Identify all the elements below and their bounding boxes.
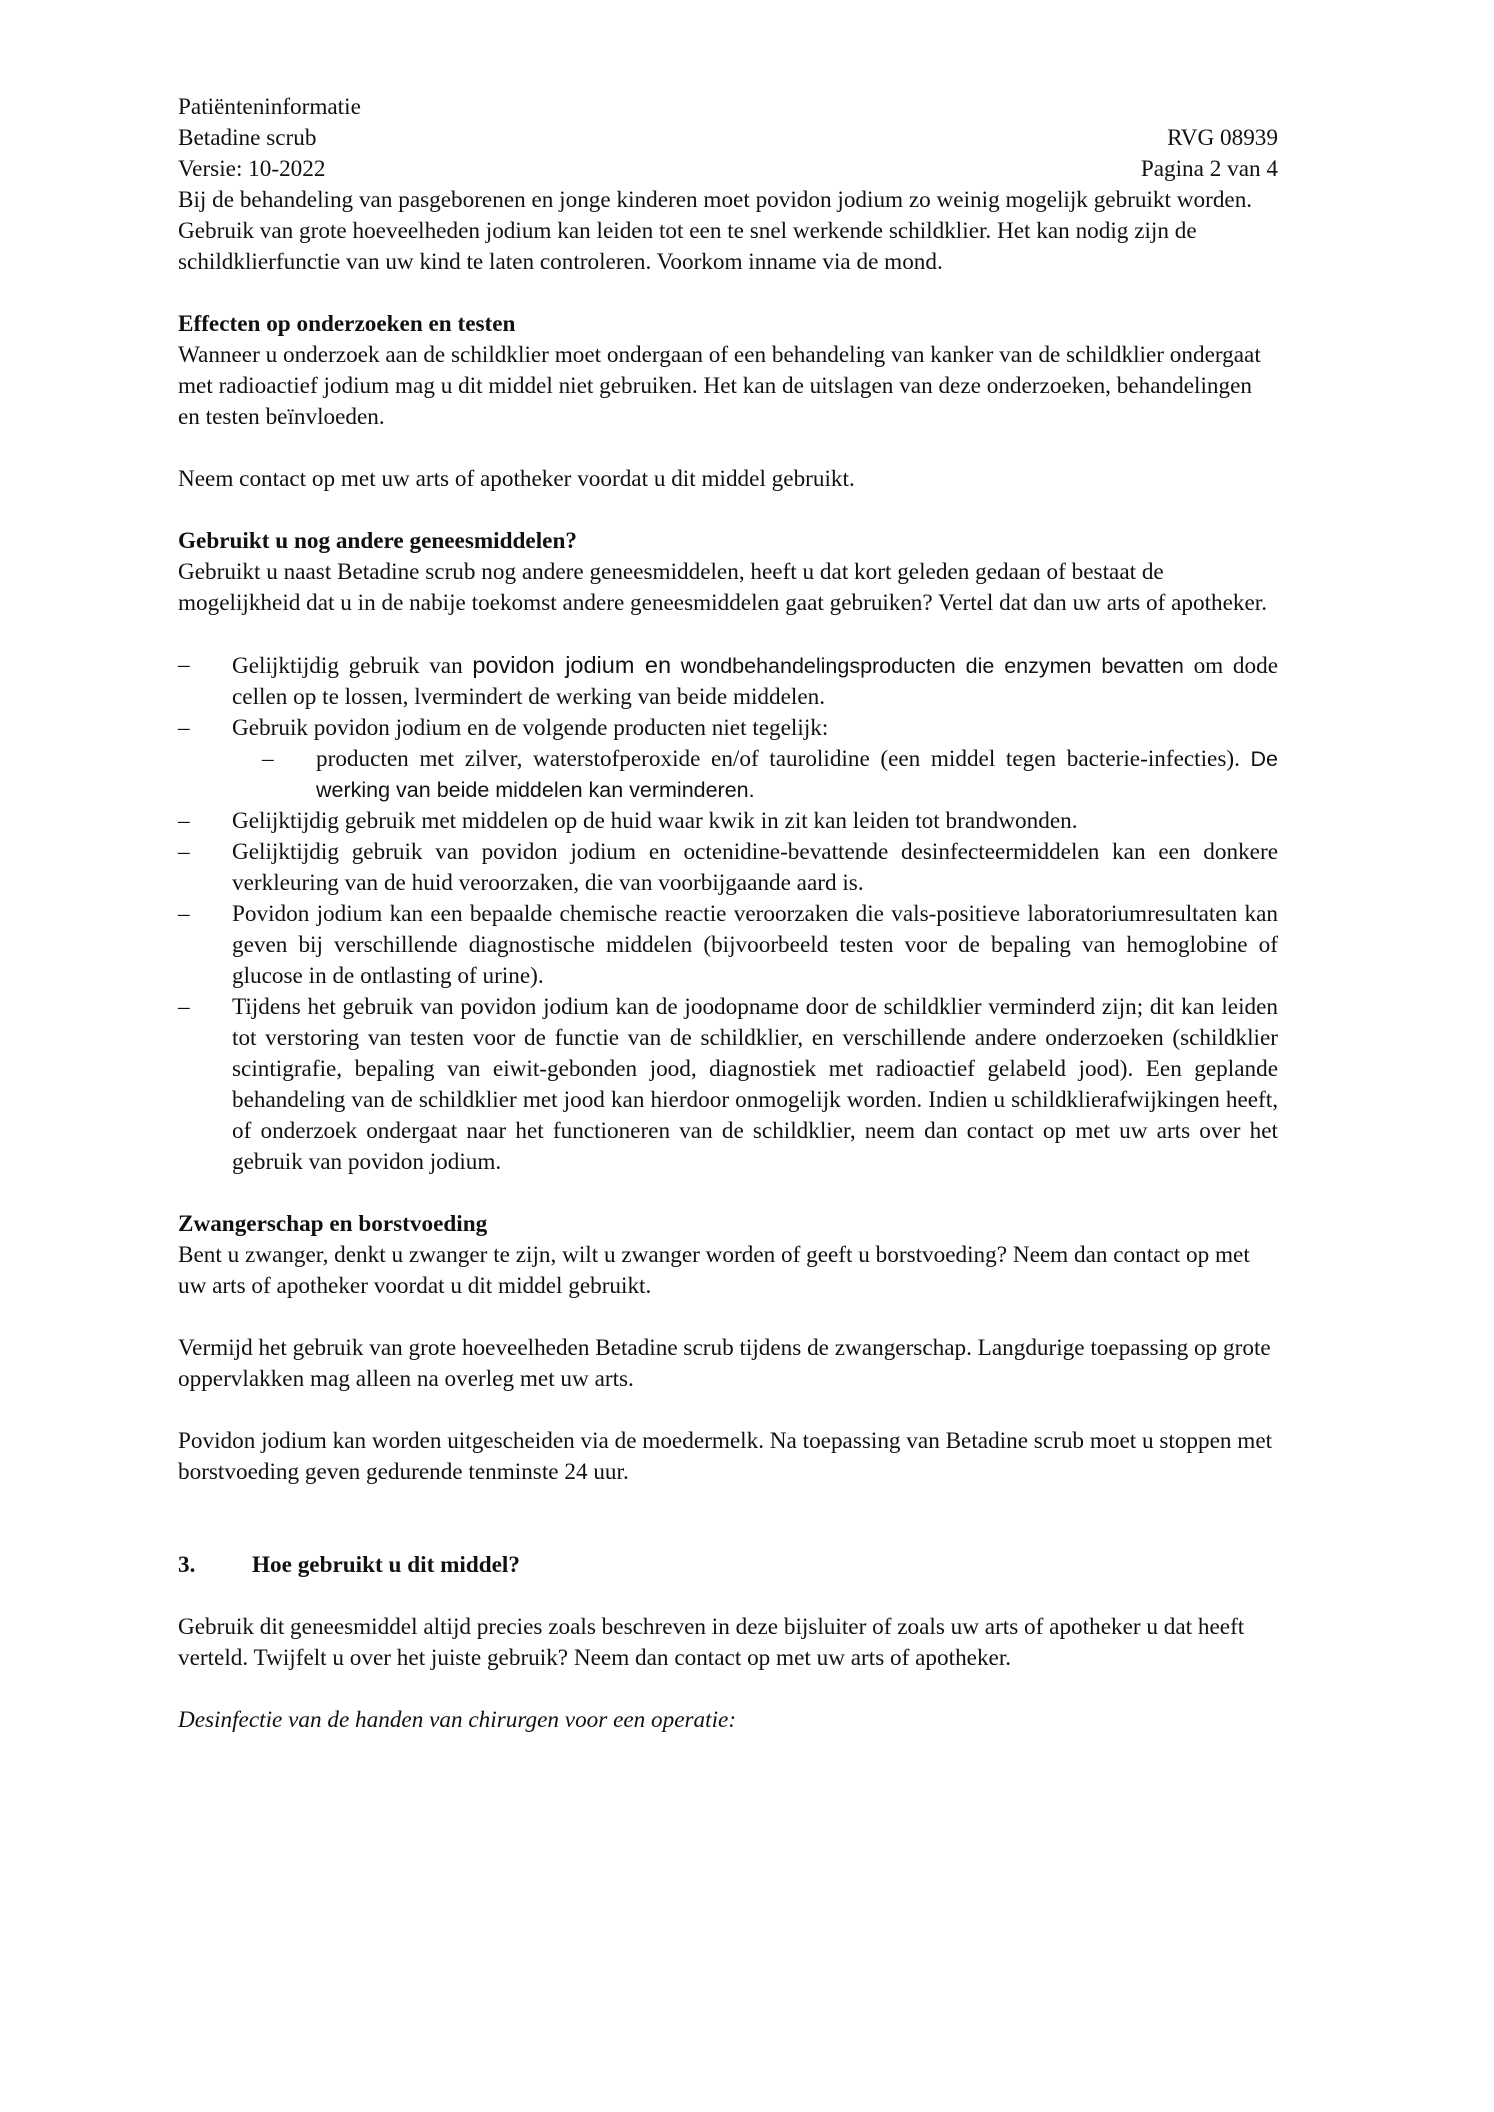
document-page [178,92,1278,1736]
section-title: Hoe gebruikt u dit middel? [252,1552,520,1578]
interaction-list-continued [178,806,1278,1178]
list-item: – Povidon jodium kan een bepaalde chemische reactie veroorzaken die vals-positieve laboratoriumresultaten kan geven bij verschillende diagnostische middelen (bijvoorbeeld testen voor de bepaling van hemoglobine of glucose in de ontlasting of urine). [178,899,1278,992]
product-name: Betadine scrub [178,125,317,151]
list-item: – Gelijktijdig gebruik van povidon jodium en octenidine-bevattende desinfecteermiddelen kan een donkere verkleuring van de huid veroorzaken, die van voorbijgaande aard is. [178,837,1278,899]
list-item: – Gelijktijdig gebruik met middelen op de huid waar kwik in zit kan leiden tot brandwonden. [178,806,1278,837]
other-meds-heading: Gebruikt u nog andere geneesmiddelen? [178,528,577,554]
interaction-list [178,650,1278,744]
section-3-paragraph: Gebruik dit geneesmiddel altijd precies zoals beschreven in deze bijsluiter of zoals uw arts of apotheker u dat heeft verteld. Twijfelt u over het juiste gebruik? Neem dan contact op met uw arts of apotheker. [178,1614,1245,1671]
pregnancy-paragraph-2: Vermijd het gebruik van grote hoeveelheden Betadine scrub tijdens de zwangerschap. Langdurige toepassing op grote oppervlakken mag alleen na overleg met uw arts. [178,1335,1271,1392]
list-item: – Gebruik povidon jodium en de volgende producten niet tegelijk: [178,713,1278,744]
section-number: 3. [178,1552,196,1578]
document-header [178,92,1278,185]
effects-paragraph-2: Neem contact op met uw arts of apotheker voordat u dit middel gebruikt. [178,466,855,492]
doc-type: Patiënteninformatie [178,94,361,120]
pregnancy-paragraph-3: Povidon jodium kan worden uitgescheiden via de moedermelk. Na toepassing van Betadine scrub moet u stoppen met borstvoeding geven gedurende tenminste 24 uur. [178,1428,1273,1485]
list-item: – producten met zilver, waterstofperoxide en/of taurolidine (een middel tegen bacterie-infecties). De werking van beide middelen kan verminderen. [262,744,1278,806]
effects-paragraph-1: Wanneer u onderzoek aan de schildklier moet ondergaan of een behandeling van kanker van de schildklier ondergaat met radioactief jodium mag u dit middel niet gebruiken. Het kan de uitslagen van deze onderzoeken, behandelingen en testen beïnvloeden. [178,342,1261,430]
section-3-subheading: Desinfectie van de handen van chirurgen voor een operatie: [178,1707,737,1733]
other-meds-paragraph: Gebruikt u naast Betadine scrub nog andere geneesmiddelen, heeft u dat kort geleden gedaan of bestaat de mogelijkheid dat u in de nabije toekomst andere geneesmiddelen gaat gebruiken? Vertel dat dan uw arts of apotheker. [178,559,1268,616]
list-item: – Tijdens het gebruik van povidon jodium kan de joodopname door de schildklier verminderd zijn; dit kan leiden tot verstoring van testen voor de functie van de schildklier, en verschillende andere onderzoeken (schildklier scintigrafie, bepaling van eiwit-gebonden jood, diagnostiek met radioactief gelabeld jood). Een geplande behandeling van de schildklier met jood kan hierdoor onmogelijk worden. Indien u schildklierafwijkingen heeft, of onderzoek ondergaat naar het functioneren van de schildklier, neem dan contact op met uw arts over het gebruik van povidon jodium. [178,992,1278,1178]
intro-paragraph: Bij de behandeling van pasgeborenen en jonge kinderen moet povidon jodium zo weinig mogelijk gebruikt worden. Gebruik van grote hoeveelheden jodium kan leiden tot een te snel werkende schildklier. Het kan nodig zijn de schildklierfunctie van uw kind te laten controleren. Voorkom inname via de mond. [178,187,1253,275]
effects-heading: Effecten op onderzoeken en testen [178,311,516,337]
version: Versie: 10-2022 [178,156,326,182]
pregnancy-heading: Zwangerschap en borstvoeding [178,1211,488,1237]
rvg-number: RVG 08939 [1167,125,1278,151]
interaction-sublist [178,744,1278,806]
section-3-heading [178,1550,1278,1581]
pregnancy-paragraph-1: Bent u zwanger, denkt u zwanger te zijn, wilt u zwanger worden of geeft u borstvoeding? Neem dan contact op met uw arts of apotheker voordat u dit middel gebruikt. [178,1242,1250,1299]
page-number: Pagina 2 van 4 [1140,156,1278,182]
list-item: – Gelijktijdig gebruik van povidon jodium en wondbehandelingsproducten die enzymen bevatten om dode cellen op te lossen, lvermindert de werking van beide middelen. [178,650,1278,713]
